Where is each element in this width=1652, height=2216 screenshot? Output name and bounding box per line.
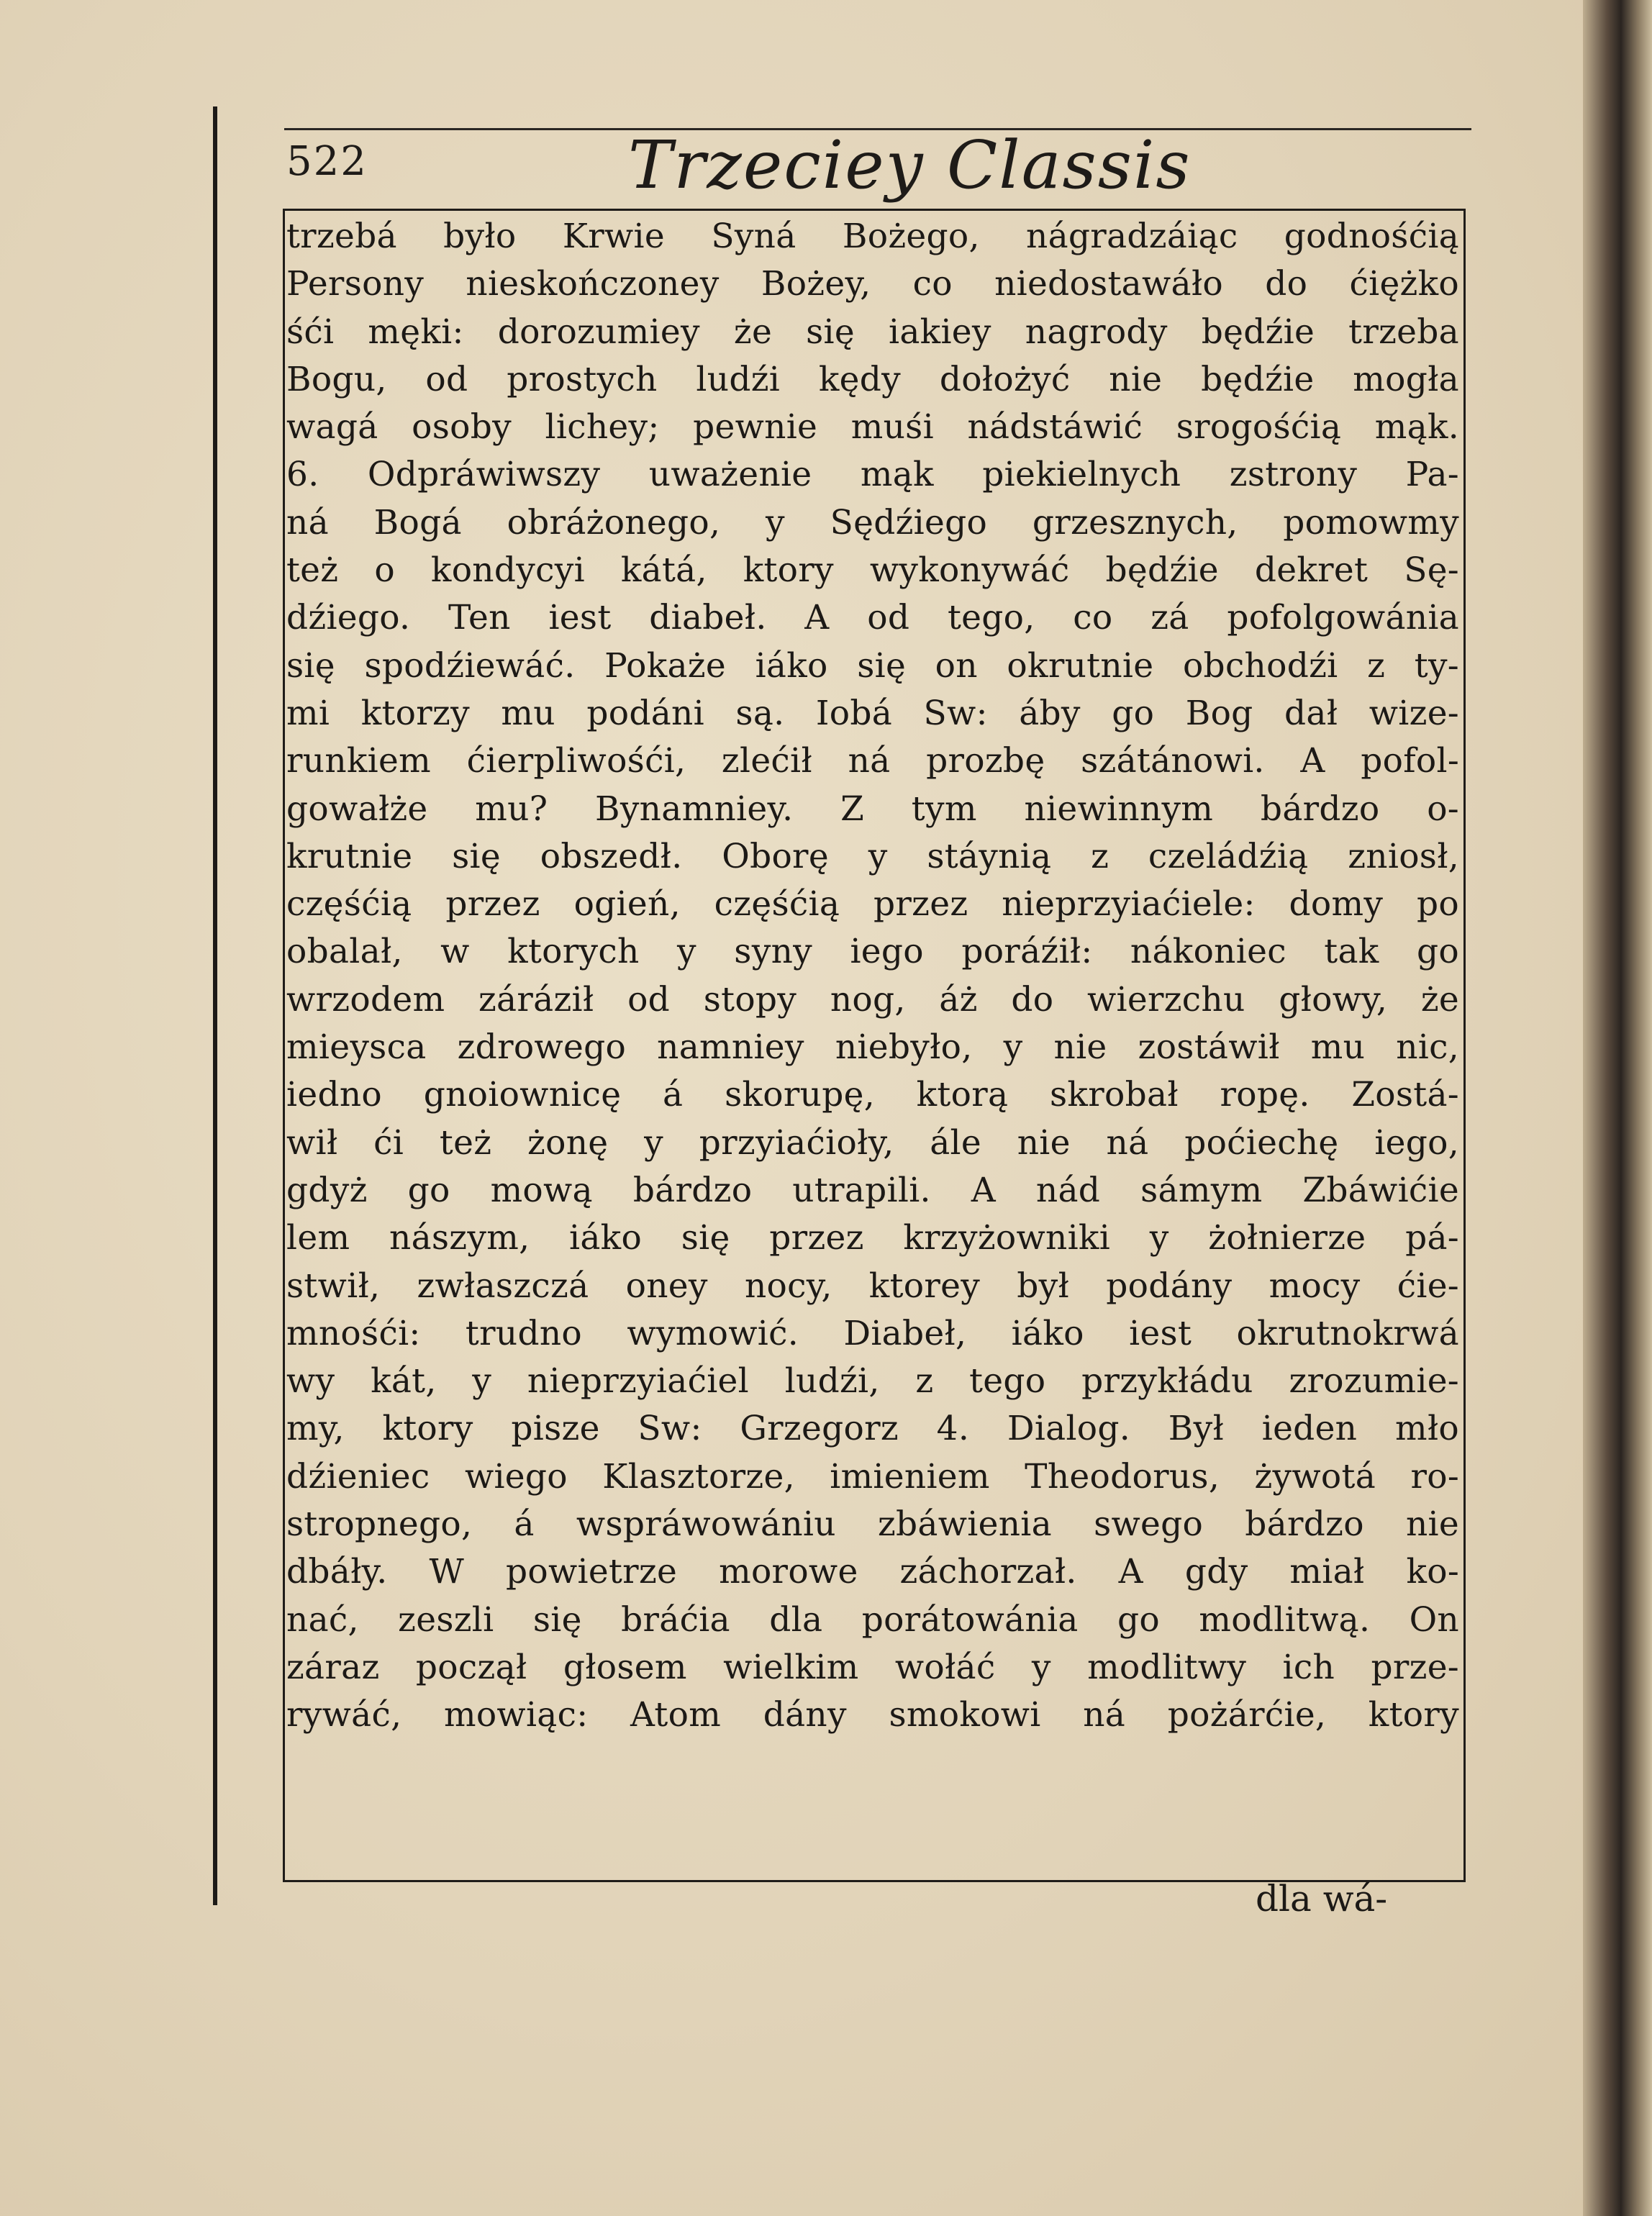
text-line: śći męki: dorozumiey że się iakiey nagrody będźie trzeba <box>286 312 1459 352</box>
text-line: rywáć, mowiąc: Atom dány smokowi ná pożárćie, ktory <box>286 1695 1459 1735</box>
text-line: záraz począł głosem wielkim wołáć y modlitwy ich prze- <box>286 1647 1459 1687</box>
text-line: dbáły. W powietrze morowe záchorzał. A gdy miał ko- <box>286 1552 1459 1592</box>
text-line: częśćią przez ogień, częśćią przez nieprzyiaćiele: domy po <box>286 884 1459 925</box>
text-line: 6. Odpráwiwszy uważenie mąk piekielnych zstrony Pa- <box>286 455 1459 495</box>
text-line: mi ktorzy mu podáni są. Iobá Sw: áby go Bog dał wize- <box>286 693 1459 733</box>
text-line: wrzodem záráził od stopy nog, áż do wierzchu głowy, że <box>286 979 1459 1020</box>
text-line: mieysca zdrowego namniey niebyło, y nie zostáwił mu nic, <box>286 1027 1459 1068</box>
page-number: 522 <box>286 138 368 185</box>
body-text <box>286 213 1459 1740</box>
text-line: wagá osoby lichey; pewnie muśi nádstáwić srogośćią mąk. <box>286 407 1459 448</box>
text-line: gdyż go mową bárdzo utrapili. A nád sámym Zbáwićie <box>286 1170 1459 1210</box>
text-line: stwił, zwłaszczá oney nocy, ktorey był podány mocy ćie- <box>286 1266 1459 1306</box>
page-header <box>286 127 1466 210</box>
text-line: Bogu, od prostych ludźi kędy dołożyć nie będźie mogła <box>286 359 1459 399</box>
text-line: dźiego. Ten iest diabeł. A od tego, co zá pofolgowánia <box>286 598 1459 638</box>
text-line: obalał, w ktorych y syny iego poráźił: nákoniec tak go <box>286 932 1459 972</box>
text-line: też o kondycyi kátá, ktory wykonywáć będźie dekret Sę- <box>286 550 1459 591</box>
binding-gutter <box>1583 0 1652 2216</box>
text-line: się spodźiewáć. Pokaże iáko się on okrutnie obchodźi z ty- <box>286 645 1459 686</box>
text-line: trzebá było Krwie Syná Bożego, nágradzáiąc godnośćią <box>286 217 1459 256</box>
text-line: wy kát, y nieprzyiaćiel ludźi, z tego przykłádu zrozumie- <box>286 1361 1459 1402</box>
text-line: Persony nieskończoney Bożey, co niedostawáło do ćiężko <box>286 264 1459 304</box>
catchword: dla wá- <box>1256 1878 1388 1920</box>
text-line: stropnego, á wspráwowániu zbáwienia swego bárdzo nie <box>286 1504 1459 1545</box>
text-line: my, ktory pisze Sw: Grzegorz 4. Dialog. Był ieden mło <box>286 1409 1459 1449</box>
text-line: wił ći też żonę y przyiaćioły, ále nie ná poćiechę iego, <box>286 1122 1459 1163</box>
text-line: lem nászym, iáko się przez krzyżowniki y żołnierze pá- <box>286 1218 1459 1258</box>
text-line: krutnie się obszedł. Oborę y stáynią z czeládźią zniosł, <box>286 836 1459 876</box>
text-line: runkiem ćierpliwośći, zlećił ná prozbę szátánowi. A pofol- <box>286 741 1459 781</box>
text-line: nać, zeszli się bráćia dla porátowánia go modlitwą. On <box>286 1599 1459 1640</box>
text-line: dźieniec wiego Klasztorze, imieniem Theodorus, żywotá ro- <box>286 1456 1459 1497</box>
text-line: gowałże mu? Bynamniey. Z tym niewinnym bárdzo o- <box>286 789 1459 829</box>
running-title: Trzeciey Classis <box>628 127 1192 204</box>
text-line: mnośći: trudno wymowić. Diabeł, iáko iest okrutnokrwá <box>286 1313 1459 1353</box>
text-line: iedno gnoiownicę á skorupę, ktorą skrobał ropę. Zostá- <box>286 1075 1459 1115</box>
text-line: ná Bogá obráżonego, y Sędźiego grzesznych, pomowmy <box>286 502 1459 542</box>
